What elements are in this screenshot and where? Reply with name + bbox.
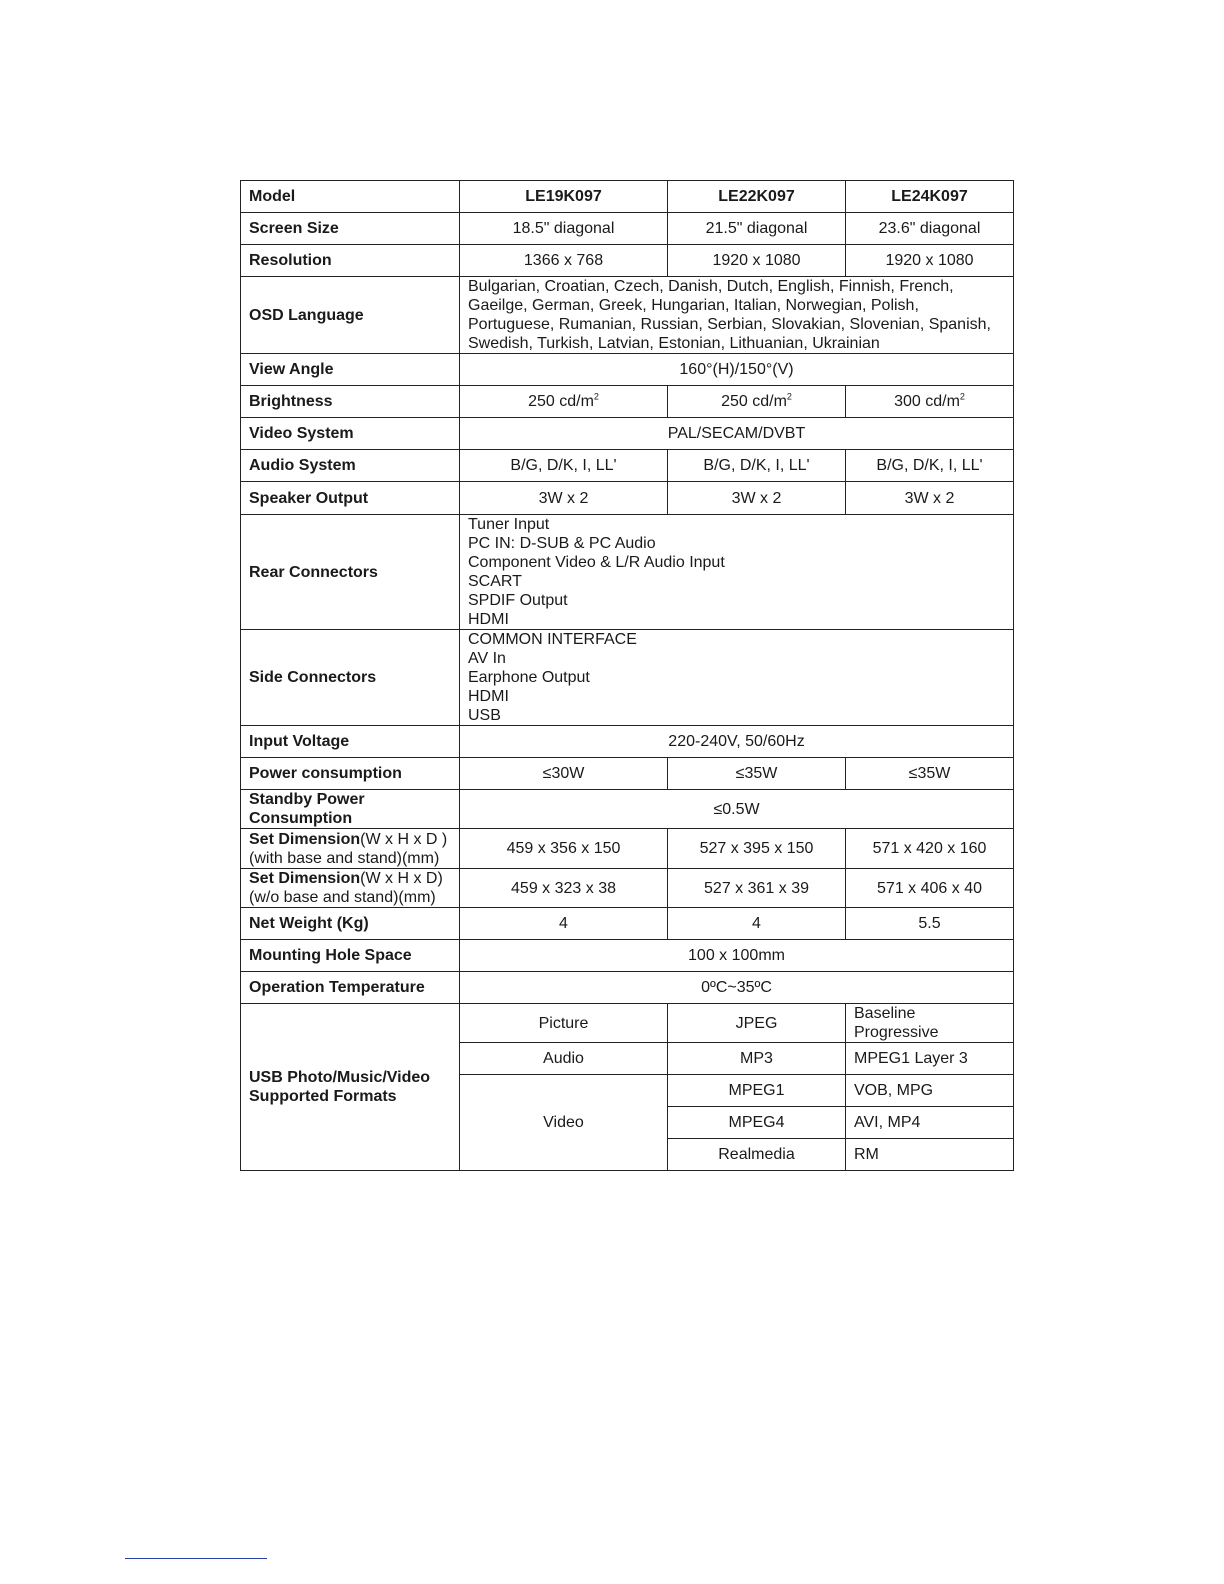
input-voltage-label: Input Voltage — [241, 726, 460, 758]
model-label: Model — [241, 181, 460, 213]
screen-size-value: 21.5" diagonal — [668, 213, 846, 245]
brightness-value — [846, 386, 1014, 418]
audio-system-value: B/G, D/K, I, LL' — [460, 450, 668, 482]
usb-picture-format: Baseline — [854, 1005, 916, 1022]
set-dimension-with-label-line — [249, 830, 451, 849]
side-connector-item: HDMI — [468, 688, 509, 705]
rear-connector-item: Tuner Input — [468, 516, 550, 533]
brightness-text: 250 cd/m — [721, 393, 787, 410]
usb-video-codec: MPEG4 — [668, 1107, 846, 1139]
brightness-text: 250 cd/m — [528, 393, 594, 410]
net-weight-label: Net Weight (Kg) — [241, 908, 460, 940]
usb-picture-type: Picture — [460, 1004, 668, 1043]
set-dimension-without-value: 571 x 406 x 40 — [846, 869, 1014, 908]
set-dimension-without-row — [241, 869, 1014, 908]
usb-formats-label-line: Supported Formats — [249, 1088, 397, 1105]
audio-system-label: Audio System — [241, 450, 460, 482]
usb-formats-label-line: USB Photo/Music/Video — [249, 1069, 431, 1086]
resolution-row — [241, 245, 1014, 277]
usb-video-format: AVI, MP4 — [846, 1107, 1014, 1139]
rear-connector-item: PC IN: D-SUB & PC Audio — [468, 535, 656, 552]
set-dimension-without-label-line — [249, 869, 451, 888]
rear-connector-item: Component Video & L/R Audio Input — [468, 554, 725, 571]
side-connectors-value — [460, 630, 1014, 726]
set-dimension-without-value: 459 x 323 x 38 — [460, 869, 668, 908]
power-consumption-value: ≤35W — [846, 758, 1014, 790]
screen-size-row — [241, 213, 1014, 245]
osd-language-label: OSD Language — [241, 277, 460, 354]
osd-language-line: Bulgarian, Croatian, Czech, Danish, Dutch, English, Finnish, French, — [468, 278, 954, 295]
set-dimension-units: (W x H x D) — [360, 870, 443, 887]
screen-size-label: Screen Size — [241, 213, 460, 245]
side-connector-item: AV In — [468, 650, 506, 667]
set-dimension-title: Set Dimension — [249, 830, 361, 848]
footnote-divider — [125, 1558, 267, 1559]
usb-picture-format: Progressive — [854, 1024, 939, 1041]
spec-table — [240, 180, 1014, 1171]
superscript-2: 2 — [593, 391, 599, 402]
resolution-value: 1920 x 1080 — [668, 245, 846, 277]
standby-power-row — [241, 790, 1014, 829]
set-dimension-with-note: (with base and stand)(mm) — [249, 849, 440, 867]
osd-language-row — [241, 277, 1014, 354]
superscript-2: 2 — [786, 391, 792, 402]
speaker-output-row — [241, 482, 1014, 515]
speaker-output-value: 3W x 2 — [460, 482, 668, 515]
model-le19k097: LE19K097 — [460, 181, 668, 213]
brightness-label: Brightness — [241, 386, 460, 418]
net-weight-value: 4 — [460, 908, 668, 940]
set-dimension-units: (W x H x D ) — [360, 830, 448, 848]
power-consumption-label: Power consumption — [241, 758, 460, 790]
usb-video-codec: MPEG1 — [668, 1075, 846, 1107]
rear-connector-item: SCART — [468, 573, 522, 590]
input-voltage-value: 220-240V, 50/60Hz — [460, 726, 1014, 758]
power-consumption-value: ≤30W — [460, 758, 668, 790]
net-weight-value: 5.5 — [846, 908, 1014, 940]
superscript-2: 2 — [959, 391, 965, 402]
set-dimension-without-value: 527 x 361 x 39 — [668, 869, 846, 908]
rear-connectors-row — [241, 515, 1014, 630]
screen-size-value: 23.6" diagonal — [846, 213, 1014, 245]
usb-audio-codec: MP3 — [668, 1043, 846, 1075]
speaker-output-value: 3W x 2 — [668, 482, 846, 515]
power-consumption-row — [241, 758, 1014, 790]
net-weight-value: 4 — [668, 908, 846, 940]
set-dimension-with-value: 527 x 395 x 150 — [668, 829, 846, 869]
standby-power-label-line: Consumption — [249, 810, 353, 827]
rear-connectors-label: Rear Connectors — [241, 515, 460, 630]
screen-size-value: 18.5" diagonal — [460, 213, 668, 245]
osd-language-line: Gaeilge, German, Greek, Hungarian, Italian, Norwegian, Polish, — [468, 297, 919, 314]
set-dimension-with-label — [241, 829, 460, 869]
set-dimension-with-value: 459 x 356 x 150 — [460, 829, 668, 869]
usb-video-codec: Realmedia — [668, 1139, 846, 1171]
model-le22k097: LE22K097 — [668, 181, 846, 213]
usb-video-format: RM — [846, 1139, 1014, 1171]
side-connector-item: USB — [468, 707, 501, 724]
brightness-value — [668, 386, 846, 418]
resolution-value: 1366 x 768 — [460, 245, 668, 277]
usb-picture-formats — [846, 1004, 1014, 1043]
mounting-hole-label: Mounting Hole Space — [241, 940, 460, 972]
side-connectors-label: Side Connectors — [241, 630, 460, 726]
resolution-value: 1920 x 1080 — [846, 245, 1014, 277]
usb-audio-type: Audio — [460, 1043, 668, 1075]
set-dimension-title: Set Dimension — [249, 870, 361, 887]
standby-power-value: ≤0.5W — [460, 790, 1014, 829]
brightness-row — [241, 386, 1014, 418]
side-connector-item: COMMON INTERFACE — [468, 631, 637, 648]
set-dimension-without-note: (w/o base and stand)(mm) — [249, 889, 436, 906]
speaker-output-label: Speaker Output — [241, 482, 460, 515]
usb-formats-label — [241, 1004, 460, 1171]
osd-language-value — [460, 277, 1014, 354]
osd-language-line: Swedish, Turkish, Latvian, Estonian, Lithuanian, Ukrainian — [468, 335, 880, 352]
operation-temp-label: Operation Temperature — [241, 972, 460, 1004]
standby-power-label — [241, 790, 460, 829]
mounting-hole-value: 100 x 100mm — [460, 940, 1014, 972]
rear-connectors-value — [460, 515, 1014, 630]
audio-system-row — [241, 450, 1014, 482]
view-angle-value: 160°(H)/150°(V) — [460, 354, 1014, 386]
brightness-value — [460, 386, 668, 418]
input-voltage-row — [241, 726, 1014, 758]
video-system-label: Video System — [241, 418, 460, 450]
net-weight-row — [241, 908, 1014, 940]
video-system-row — [241, 418, 1014, 450]
rear-connector-item: SPDIF Output — [468, 592, 568, 609]
speaker-output-value: 3W x 2 — [846, 482, 1014, 515]
resolution-label: Resolution — [241, 245, 460, 277]
usb-video-type: Video — [460, 1075, 668, 1171]
model-le24k097: LE24K097 — [846, 181, 1014, 213]
operation-temp-value: 0ºC~35ºC — [460, 972, 1014, 1004]
view-angle-label: View Angle — [241, 354, 460, 386]
brightness-text: 300 cd/m — [894, 393, 960, 410]
rear-connector-item: HDMI — [468, 611, 509, 628]
side-connector-item: Earphone Output — [468, 669, 590, 686]
usb-video-format: VOB, MPG — [846, 1075, 1014, 1107]
audio-system-value: B/G, D/K, I, LL' — [668, 450, 846, 482]
view-angle-row — [241, 354, 1014, 386]
osd-language-line: Portuguese, Rumanian, Russian, Serbian, Slovakian, Slovenian, Spanish, — [468, 316, 991, 333]
set-dimension-without-label — [241, 869, 460, 908]
header-row — [241, 181, 1014, 213]
side-connectors-row — [241, 630, 1014, 726]
usb-picture-row — [241, 1004, 1014, 1043]
usb-picture-codec: JPEG — [668, 1004, 846, 1043]
usb-audio-format: MPEG1 Layer 3 — [846, 1043, 1014, 1075]
power-consumption-value: ≤35W — [668, 758, 846, 790]
audio-system-value: B/G, D/K, I, LL' — [846, 450, 1014, 482]
set-dimension-with-value: 571 x 420 x 160 — [846, 829, 1014, 869]
mounting-hole-row — [241, 940, 1014, 972]
operation-temp-row — [241, 972, 1014, 1004]
video-system-value: PAL/SECAM/DVBT — [460, 418, 1014, 450]
standby-power-label-line: Standby Power — [249, 791, 365, 808]
set-dimension-with-row — [241, 829, 1014, 869]
